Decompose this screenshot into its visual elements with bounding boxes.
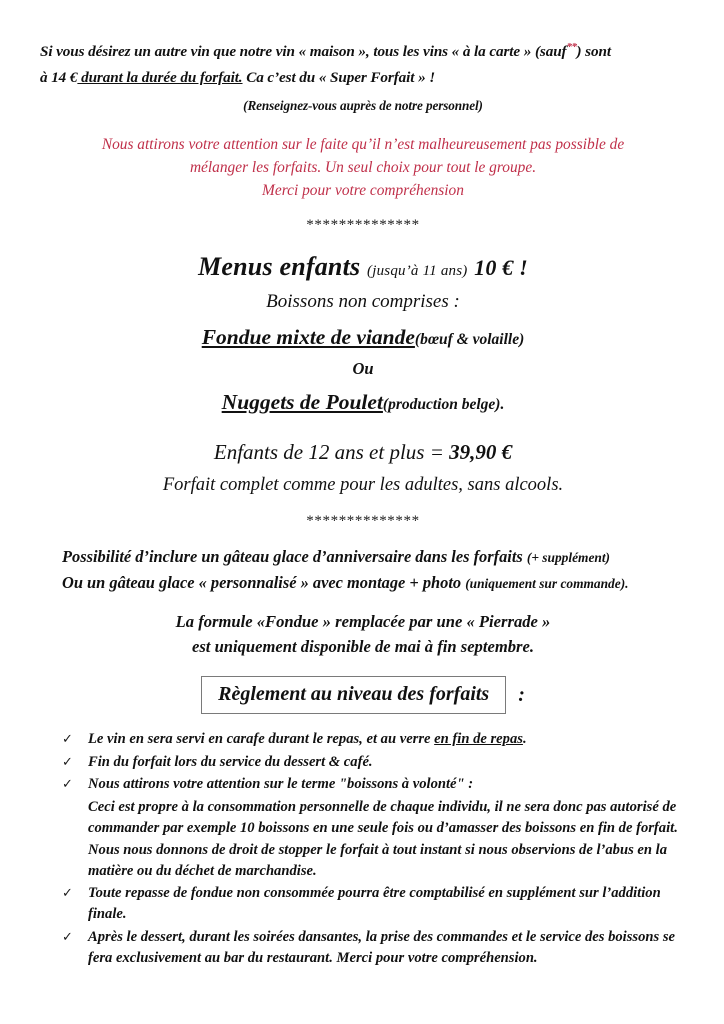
list-item xyxy=(62,774,686,796)
separator-asterisks-2: ************** xyxy=(306,513,420,530)
kids-dish-1-note: (bœuf & volaille) xyxy=(414,331,525,349)
mixing-warning-line-1: Nous attirons votre attention sur le faite qu’il n’est malheureusement pas possible de xyxy=(101,136,625,154)
wine-policy-line-2 xyxy=(40,65,686,91)
older-children-label: Enfants de 12 ans et plus = xyxy=(213,440,450,465)
check-icon: ✓ xyxy=(62,754,73,770)
wine-policy-line-1-tail: ) sont xyxy=(576,43,611,61)
rule-text: Après le dessert, durant les soirées dansantes, la prise des commandes et le service des boissons se fera exclusivement au bar du restaurant. Merci pour votre compréhension. xyxy=(88,928,675,967)
rule-detail-paragraph: Ceci est propre à la consommation personnelle de chaque individu, il ne sera donc pas autorisé de commander par exemple 10 boissons en une seule fois ou d’amasser des boissons en fin de forfait. Nous nous donnons de droit de stopper le forfait à tout instant si nous observions de l’abus en la matière ou du déchet de marchandise. xyxy=(88,798,678,880)
kids-dish-2-note: (production belge). xyxy=(382,396,505,414)
kids-menu-age-note: (jusqu’à 11 ans) xyxy=(367,263,468,280)
kids-dish-1-name: Fondue mixte de viande xyxy=(201,325,415,350)
kids-menu-section xyxy=(40,251,686,499)
wine-policy-line-1-text: Si vous désirez un autre vin que notre vin « maison », tous les vins « à la carte » (sauf xyxy=(40,43,567,61)
super-forfait-text: Ca c’est du « Super Forfait » ! xyxy=(242,69,436,87)
check-icon: ✓ xyxy=(62,732,73,748)
list-item xyxy=(62,729,686,751)
rules-heading-colon: : xyxy=(518,683,525,706)
rules-list xyxy=(40,729,686,970)
cake-line-2 xyxy=(62,570,686,596)
kids-menu-price: 10 € ! xyxy=(474,255,528,281)
rules-heading xyxy=(40,676,686,714)
cake-line-1 xyxy=(62,544,686,570)
pierrade-line-1: La formule «Fondue » remplacée par une « Pierrade » xyxy=(175,612,551,632)
older-children-price-line xyxy=(40,437,686,467)
list-item xyxy=(62,752,686,774)
cake-line-2-note: (uniquement sur commande). xyxy=(465,576,629,592)
kids-menu-drinks-note: Boissons non comprises : xyxy=(266,291,460,313)
wine-policy-line-1 xyxy=(40,34,686,65)
check-icon: ✓ xyxy=(62,777,73,793)
staff-info-note: (Renseignez-vous auprès de notre personnel) xyxy=(243,98,483,114)
pierrade-season-note xyxy=(40,609,686,659)
older-children-price: 39,90 € xyxy=(449,440,513,465)
kids-dish-2-name: Nuggets de Poulet xyxy=(221,390,383,415)
rule-text xyxy=(88,729,686,751)
mixing-warning xyxy=(40,133,686,202)
rules-heading-box: Règlement au niveau des forfaits xyxy=(201,676,506,714)
check-icon: ✓ xyxy=(62,929,73,945)
birthday-cake-section xyxy=(40,544,686,596)
pierrade-line-2: est uniquement disponible de mai à fin septembre. xyxy=(191,637,535,657)
separator-asterisks-1: ************** xyxy=(306,217,420,234)
kids-dish-1 xyxy=(40,323,686,354)
cake-line-1-note: (+ supplément) xyxy=(526,550,611,566)
wine-duration-underlined: durant la durée du forfait. xyxy=(77,69,243,87)
older-children-note: Forfait complet comme pour les adultes, sans alcools. xyxy=(162,475,564,496)
mixing-warning-line-3: Merci pour votre compréhension xyxy=(262,182,464,200)
kids-menu-title-text: Menus enfants xyxy=(198,252,361,282)
rule-text-before: Le vin en sera servi en carafe durant le repas, et au verre xyxy=(88,731,435,748)
footnote-asterisks: ** xyxy=(566,41,577,53)
rule-text-underlined: en fin de repas xyxy=(434,731,523,748)
rule-text: Toute repasse de fondue non consommée pourra être comptabilisé en supplément sur l’addition finale. xyxy=(88,884,661,923)
wine-policy-paragraph xyxy=(40,34,686,91)
rule-text: Nous attirons votre attention sur le terme "boissons à volonté" : xyxy=(88,776,474,793)
check-icon: ✓ xyxy=(62,885,73,901)
rule-text-after: . xyxy=(522,731,527,748)
cake-line-1-main: Possibilité d’inclure un gâteau glace d’anniversaire dans les forfaits xyxy=(62,547,527,567)
kids-dish-2 xyxy=(40,388,686,419)
mixing-warning-line-2: mélanger les forfaits. Un seul choix pour tout le groupe. xyxy=(189,159,537,177)
cake-line-2-main: Ou un gâteau glace « personnalisé » avec montage + photo xyxy=(62,573,466,593)
kids-dish-or: Ou xyxy=(352,359,374,379)
list-item xyxy=(62,883,686,926)
rule-text: Fin du forfait lors du service du dessert & café. xyxy=(88,753,373,770)
kids-menu-title xyxy=(40,251,686,287)
wine-price: à 14 € xyxy=(40,69,78,87)
list-item xyxy=(62,927,686,970)
